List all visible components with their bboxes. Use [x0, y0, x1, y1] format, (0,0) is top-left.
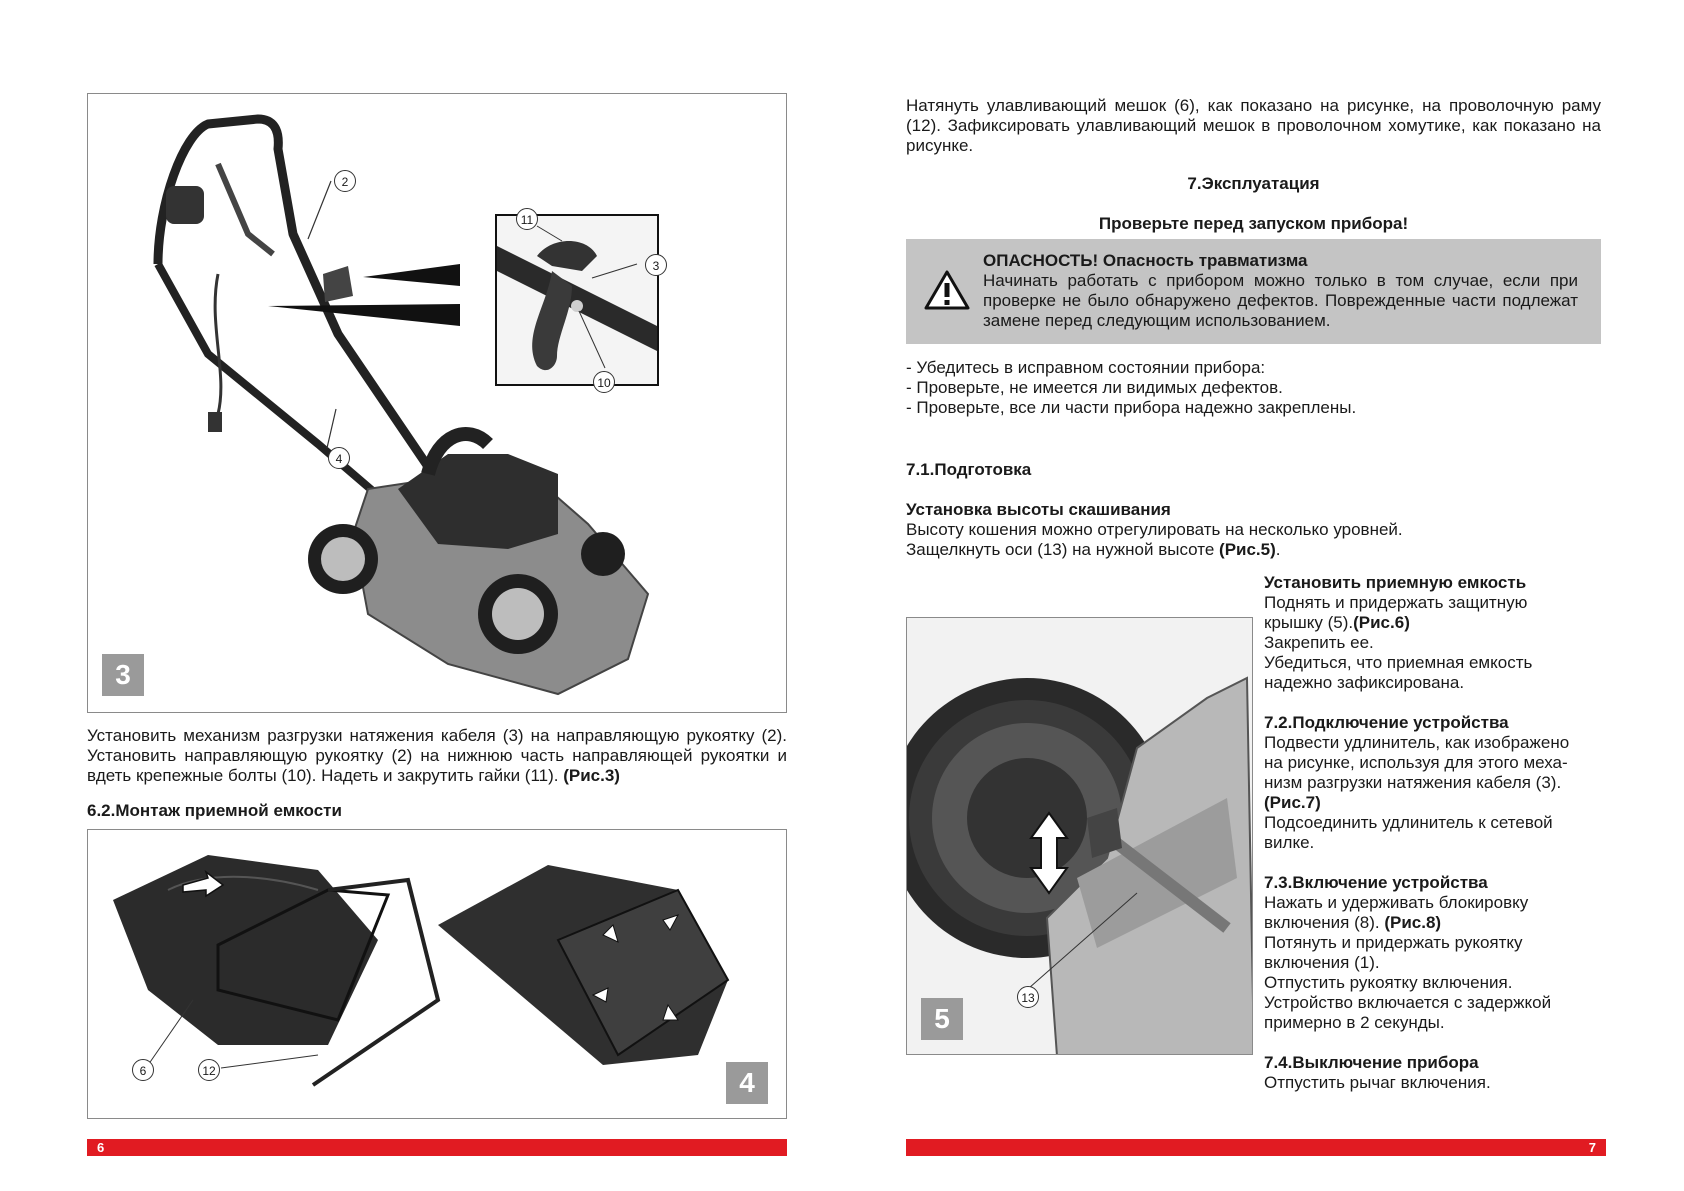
install-paragraph [87, 726, 787, 786]
callout-bolt: 10 [593, 371, 615, 393]
section-6-2-heading: 6.2.Монтаж приемной емкости [87, 801, 342, 820]
section-7-2 [1264, 713, 1604, 853]
height-line-1: Высоту кошения можно отрегулировать на несколько уровней. [906, 520, 1403, 539]
text-line: Отпустить рукоятку включения. [1264, 973, 1513, 992]
height-line-2-text: Защелкнуть оси (13) на нужной высоте [906, 540, 1220, 559]
page-number: 7 [1588, 1140, 1596, 1155]
text-line [1264, 913, 1604, 933]
callout-axle: 13 [1017, 986, 1039, 1008]
list-item: - Проверьте, не имеется ли видимых дефектов. [906, 378, 1283, 397]
text-line: Подвести удлинитель, как изображено [1264, 733, 1570, 752]
text-line: надежно зафиксирована. [1264, 673, 1465, 692]
text-line: вилке. [1264, 833, 1315, 852]
text-line: Поднять и придержать защитную [1264, 593, 1528, 612]
height-block [906, 500, 1601, 560]
grass-bag-illustration [88, 830, 787, 1119]
figure-4 [87, 829, 787, 1119]
left-page-footer-bar [87, 1139, 787, 1156]
text-line: примерно в 2 секунды. [1264, 1013, 1445, 1032]
warning-icon [924, 269, 970, 311]
text-span: крышку (5). [1264, 613, 1354, 632]
height-ref: (Рис.5) [1219, 540, 1276, 559]
text-line: Нажать и удерживать блокировку [1264, 893, 1529, 912]
figure-number: 5 [921, 998, 963, 1040]
list-item: - Проверьте, все ли части прибора надежно закреплены. [906, 398, 1357, 417]
text-line: на рисунке, используя для этого меха- [1264, 753, 1568, 772]
text-line: Убедиться, что приемная емкость [1264, 653, 1533, 672]
height-end: . [1275, 540, 1281, 559]
text-line: Потянуть и придержать рукоятку [1264, 933, 1523, 952]
detail-inset [495, 214, 659, 386]
section-7-1-heading: 7.1.Подготовка [906, 460, 1032, 479]
install-text: Установить механизм разгрузки натяжения кабеля (3) на направляющую рукоятку (2). Установить направляющую рукоятку (2) на нижнюю часть направляющей рукоятки и вдеть крепежные болты (10). Надеть и закрутить гайки (11). [87, 726, 787, 785]
clamp-detail-illustration [497, 216, 657, 384]
section-7-3-heading: 7.3.Включение устройства [1264, 873, 1488, 892]
text-line: Подсоединить удлинитель к сетевой [1264, 813, 1553, 832]
text-span: включения (8). [1264, 913, 1385, 932]
callout-bag: 6 [132, 1059, 154, 1081]
check-heading: Проверьте перед запуском прибора! [1098, 214, 1409, 233]
callout-clamp: 3 [645, 254, 667, 276]
text-line: Отпустить рычаг включения. [1264, 1073, 1491, 1092]
page-number: 6 [97, 1140, 105, 1155]
danger-text: Начинать работать с прибором можно только в том случае, если при проверке не было обнаружено дефектов. Поврежденные части подлежат замене перед следующим использованием. [983, 271, 1578, 330]
text-line: Устройство включается с задержкой [1264, 993, 1552, 1012]
wheel-height-illustration [907, 618, 1253, 1055]
section-7-3 [1264, 873, 1604, 1033]
section-7-4 [1264, 1053, 1604, 1093]
lawnmower-illustration [88, 94, 787, 713]
text-line: Закрепить ее. [1264, 633, 1374, 652]
callout-frame: 12 [198, 1059, 220, 1081]
figure-number: 4 [726, 1062, 768, 1104]
intro-paragraph: Натянуть улавливающий мешок (6), как показано на рисунке, на проволочную раму (12). Зафиксировать улавливающий мешок в проволочном хомутике, как показано на рисунке. [906, 96, 1601, 155]
list-item: - Убедитесь в исправном состоянии прибора: [906, 358, 1266, 377]
section-7-2-ref: (Рис.7) [1264, 793, 1321, 812]
danger-title: ОПАСНОСТЬ! Опасность травматизма [983, 251, 1308, 270]
height-heading: Установка высоты скашивания [906, 500, 1171, 519]
install-ref: (Рис.3) [563, 766, 620, 785]
section-7-4-heading: 7.4.Выключение прибора [1264, 1053, 1479, 1072]
section-7-2-heading: 7.2.Подключение устройства [1264, 713, 1509, 732]
callout-nut: 11 [516, 208, 538, 230]
figure-3 [87, 93, 787, 713]
callout-handle: 2 [334, 170, 356, 192]
container-block [1264, 573, 1604, 693]
text-line: низм разгрузки натяжения кабеля (3). [1264, 773, 1562, 792]
figure-number: 3 [102, 654, 144, 696]
section-7-heading: 7.Эксплуатация [1187, 174, 1320, 193]
callout-lower-handle: 4 [328, 447, 350, 469]
container-heading: Установить приемную емкость [1264, 573, 1527, 592]
text-line: включения (1). [1264, 953, 1380, 972]
height-line-2 [906, 540, 1601, 560]
instructions-column [1264, 573, 1604, 1093]
right-page-footer-bar [906, 1139, 1606, 1156]
section-7-3-ref: (Рис.8) [1384, 913, 1442, 932]
checks-list [906, 358, 1601, 418]
figure-5 [906, 617, 1253, 1055]
danger-box [906, 239, 1601, 344]
container-ref: (Рис.6) [1353, 613, 1410, 632]
text-line [1264, 613, 1604, 633]
